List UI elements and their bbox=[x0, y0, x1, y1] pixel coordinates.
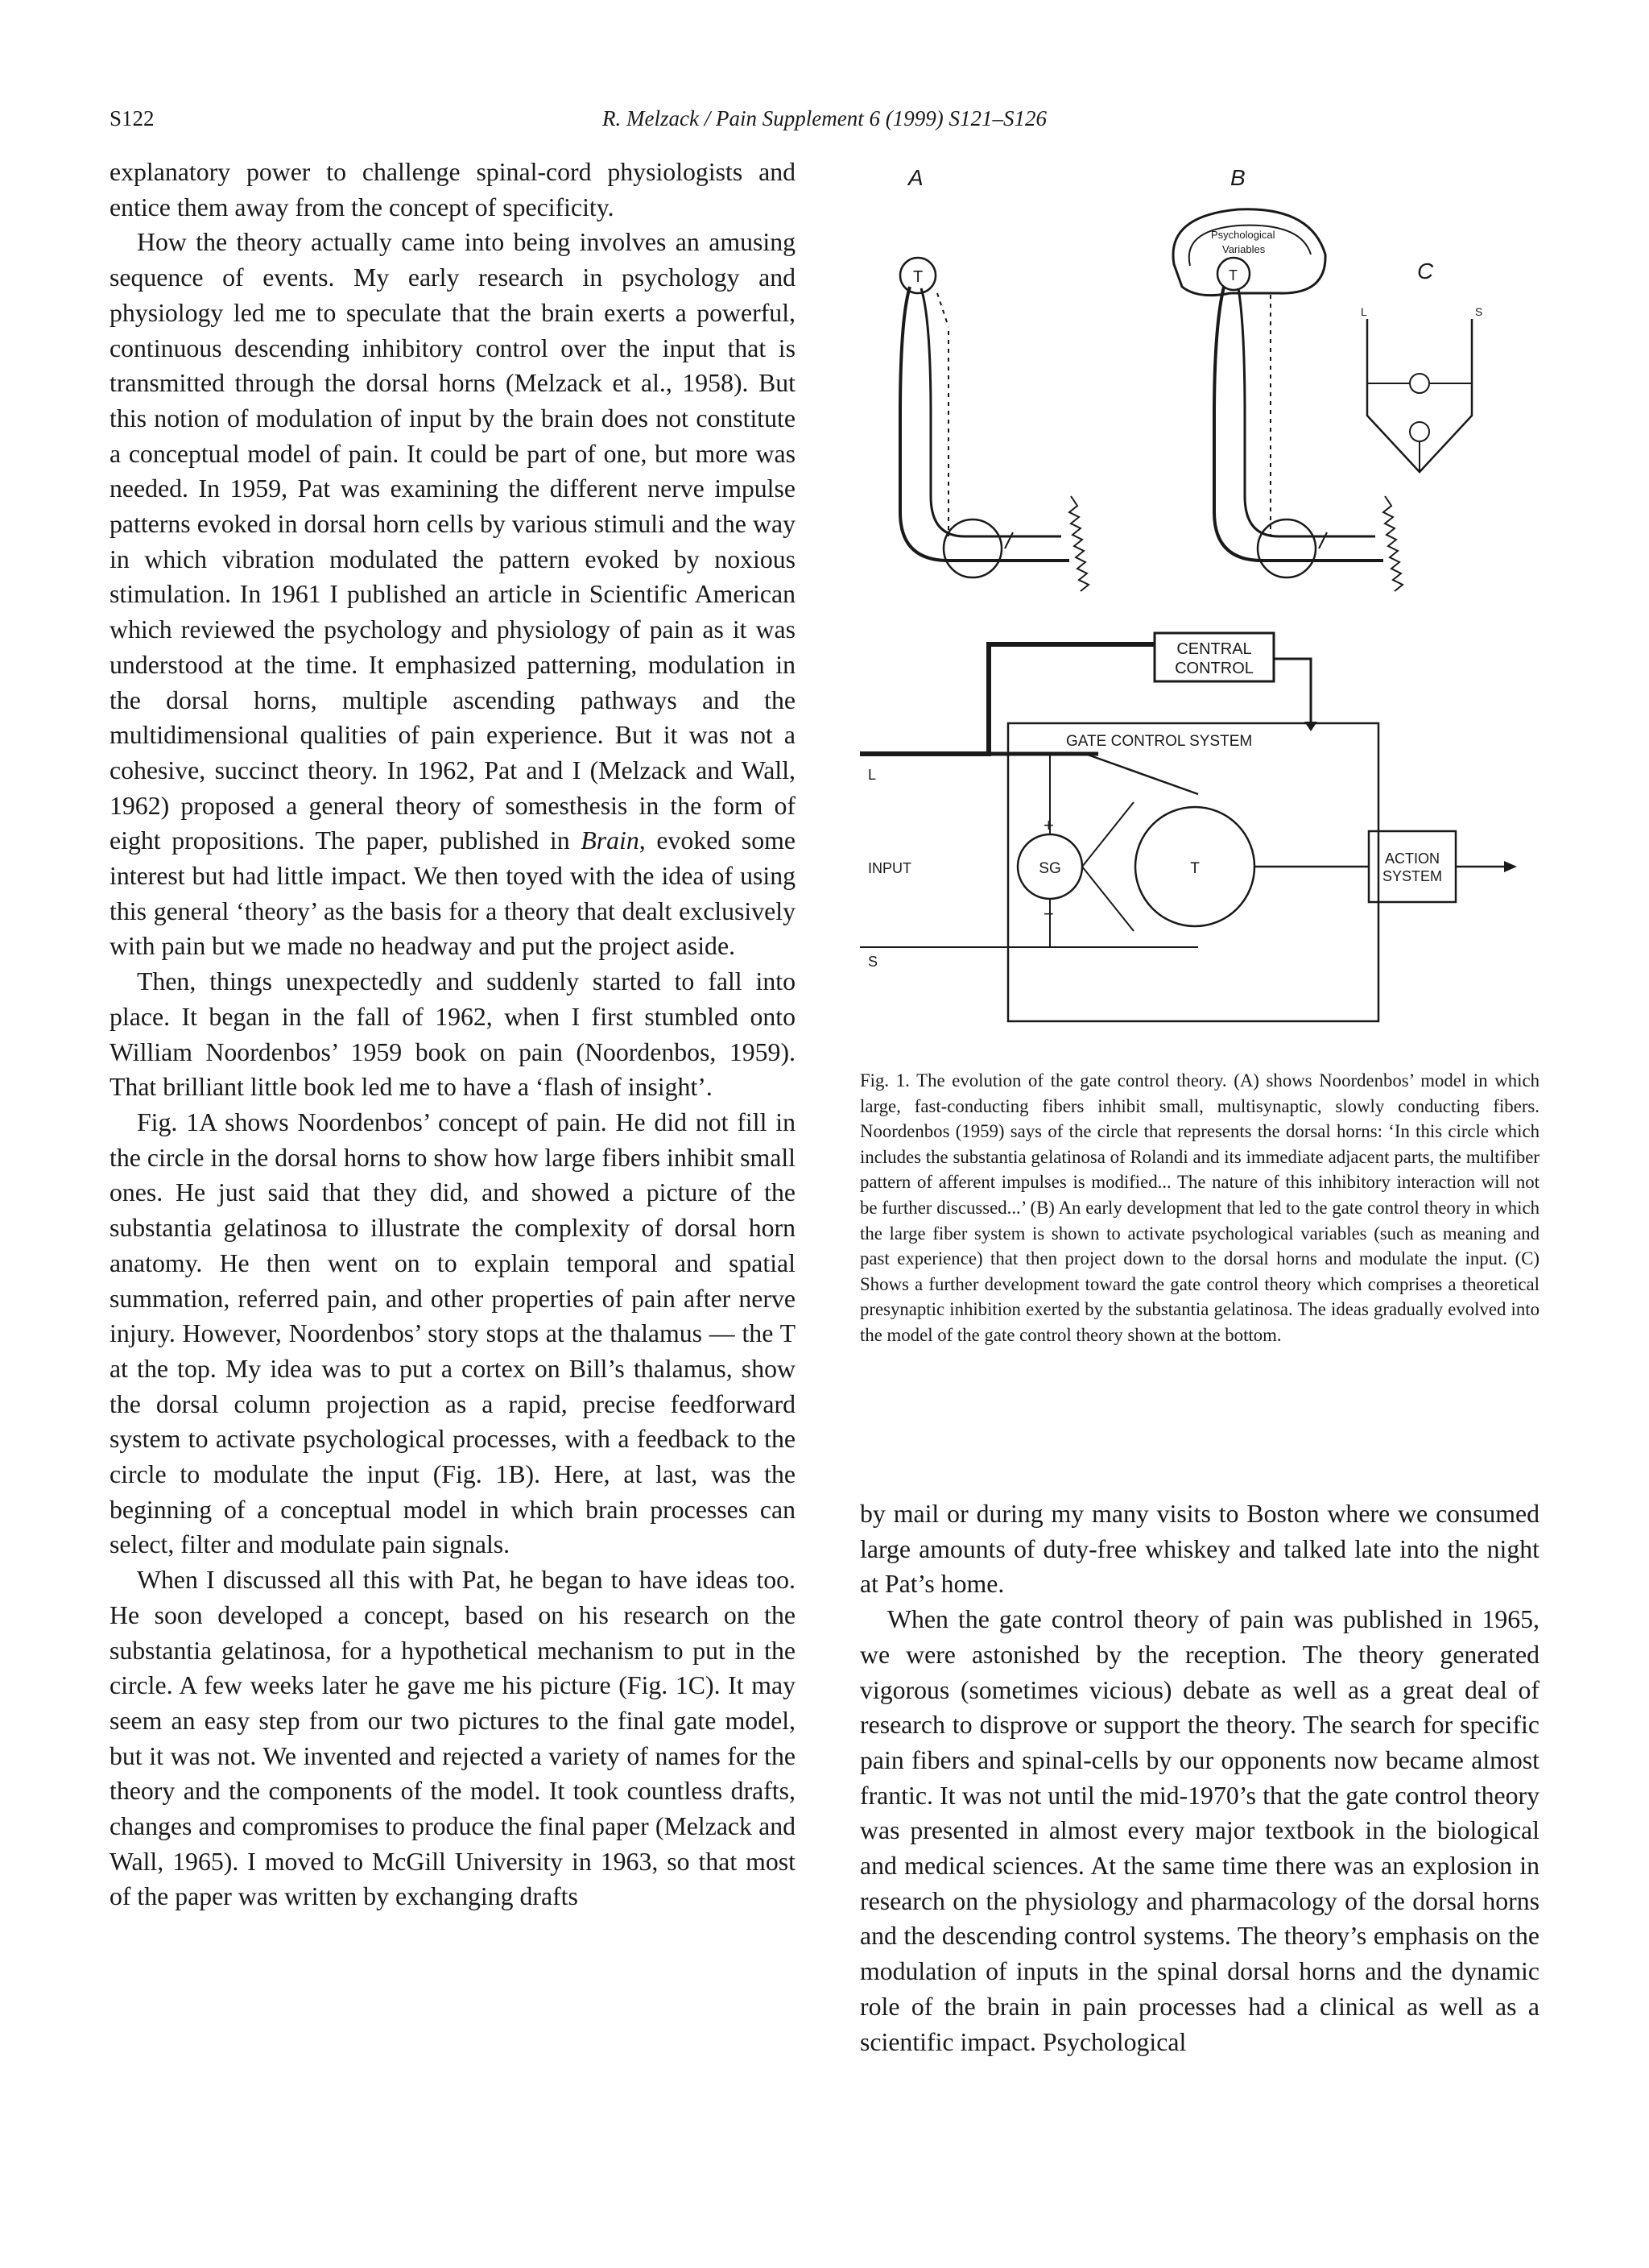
minus-sign: − bbox=[1044, 904, 1054, 924]
paragraph-text: How the theory actually came into being involves an amusing sequence of events. My early research in psychology and physiology led me to speculate that the brain exerts a powerful, continuous descending inhibitory control over the input that is transmitted through the dorsal horns (Melzack et al., 1958). But this notion of modulation of input by the brain does not constitute a conceptual model of pain. It could be part of one, but more was needed. In 1959, Pat was examining the different nerve impulse patterns evoked in dorsal horn cells by various stimuli and the way in which vibration modulated the pattern evoked by noxious stimulation. In 1961 I published an article in Scientific American which reviewed the psychology and physiology of pain as it was understood at the time. It emphasized patterning, modulation in the dorsal horns, multiple ascending pathways and the multidimensional qualities of pain experience. But it was not a cohesive, succinct theory. In 1962, Pat and I (Melzack and Wall, 1962) proposed a general theory of somesthesis in the form of eight propositions. The paper, published in bbox=[110, 228, 796, 855]
action-system-box bbox=[1369, 831, 1456, 902]
input-label: INPUT bbox=[868, 860, 911, 876]
sg-label: SG bbox=[1039, 860, 1061, 877]
journal-title: Brain bbox=[581, 826, 639, 855]
paragraph: by mail or during my many visits to Boston where we consumed large amounts of duty-free whiskey and talked late into the night at Pat’s home. bbox=[860, 1500, 1539, 1599]
page-number: S122 bbox=[110, 106, 155, 130]
gate-control-title: GATE CONTROL SYSTEM bbox=[1066, 733, 1253, 750]
c-s-label: S bbox=[1475, 305, 1483, 318]
paragraph: When the gate control theory of pain was published in 1965, we were astonished by the reception. The theory generated vigorous (sometimes vicious) debate as well as a great deal of research to disprove or support the theory. The search for specific pain fibers and spinal-cells by our opponents now became almost frantic. It was not until the mid-1970’s that the gate control theory was presented in almost every major textbook in the biological and medical sciences. At the same time there was an explosion in research on the physiology and pharmacology of the dorsal horns and the descending control systems. The theory’s emphasis on the modulation of inputs in the spinal dorsal horns and the dynamic role of the brain in pain processes had a clinical as well as a scientific impact. Psychological bbox=[860, 1605, 1539, 2056]
paragraph: Then, things unexpectedly and suddenly started to fall into place. It began in the fall of 1962, when I first stumbled onto William Noordenbos’ 1959 book on pain (Noordenbos, 1959). That brilliant little book led me to have a ‘flash of insight’. bbox=[110, 967, 796, 1102]
figure-caption: Fig. 1. The evolution of the gate control theory. (A) shows Noordenbos’ model in which large, fast-conducting fibers inhibit small, multisynaptic, slowly conducting fibers. Noordenbos (1959) says of the circle that represents the dorsal horns: ‘In this circle which includes the substantia gelatinosa of Rolandi and its immediate adjacent parts, the multifiber pattern of afferent impulses is modified... The nature of this inhibitory interaction will not be further discussed...’ (B) An early development that led to the gate control theory in which the large fiber system is shown to activate psychological variables (such as meaning and past experience) that then project down to the dorsal horns and modulate the input. (C) Shows a further development toward the gate control theory which comprises a theoretical presynaptic inhibition exerted by the substantia gelatinosa. The ideas gradually evolved into the model of the gate control theory shown at the bottom. bbox=[860, 1070, 1539, 1345]
central-control-label-1: CENTRAL bbox=[1176, 640, 1252, 658]
left-column bbox=[110, 155, 796, 1914]
panel-label-c: C bbox=[1417, 259, 1434, 284]
paragraph: When I discussed all this with Pat, he began to have ideas too. He soon developed a concept, based on his research on the substantia gelatinosa, for a hypothetical mechanism to put in the circle. A few weeks later he gave me his picture (Fig. 1C). It may seem an easy step from our two pictures to the final gate model, but it was not. We invented and rejected a variety of names for the theory and the components of the model. It took countless drafts, changes and compromises to produce the final paper (Melzack and Wall, 1965). I moved to McGill University in 1963, so that most of the paper was written by exchanging drafts bbox=[110, 1566, 796, 1911]
action-system-label-2: SYSTEM bbox=[1382, 868, 1443, 884]
input-s-label: S bbox=[868, 954, 878, 970]
input-l-label: L bbox=[868, 767, 877, 783]
paragraph: explanatory power to challenge spinal-cord physiologists and entice them away from the concept of specificity. bbox=[110, 158, 796, 221]
psych-label-2: Variables bbox=[1222, 243, 1266, 255]
page-header bbox=[110, 106, 1539, 139]
panel-label-b: B bbox=[1230, 165, 1246, 190]
panel-c-diagram bbox=[1367, 319, 1472, 472]
running-title: R. Melzack / Pain Supplement 6 (1999) S121–S126 bbox=[602, 106, 1047, 130]
paragraph-text-cont: , evoked some interest but had little impact. We then toyed with the idea of using this general ‘theory’ as the basis for a theory that dealt exclusively with pain but we made no headway and put the project aside. bbox=[110, 826, 796, 961]
central-control-label-2: CONTROL bbox=[1175, 660, 1254, 677]
panel-label-a: A bbox=[908, 165, 924, 190]
plus-sign: + bbox=[1044, 815, 1054, 835]
action-system-label-1: ACTION bbox=[1384, 850, 1440, 867]
thalamus-label-b: T bbox=[1229, 267, 1238, 284]
paragraph: Fig. 1A shows Noordenbos’ concept of pain. He did not fill in the circle in the dorsal horns to show how large fibers inhibit small ones. He just said that they did, and showed a picture of the substantia gelatinosa to illustrate the complexity of dorsal horn anatomy. He then went on to explain temporal and spatial summation, referred pain, and other properties of pain after nerve injury. However, Noordenbos’ story stops at the thalamus — the T at the top. My idea was to put a cortex on Bill’s thalamus, show the dorsal column projection as a rapid, precise feedforward system to activate psychological processes, with a feedback to the circle to modulate the input (Fig. 1B). Here, at last, was the beginning of a conceptual model in which brain processes can select, filter and modulate pain signals. bbox=[110, 1107, 796, 1559]
gate-control-model bbox=[860, 633, 1517, 1021]
paragraph bbox=[110, 225, 796, 964]
figure-diagram bbox=[860, 158, 1539, 1068]
c-l-label: L bbox=[1361, 305, 1367, 318]
figure-1 bbox=[860, 158, 1539, 1068]
t-label: T bbox=[1190, 860, 1200, 877]
thalamus-label-a: T bbox=[913, 268, 924, 286]
panel-a-diagram bbox=[900, 258, 1089, 591]
psych-label-1: Psychological bbox=[1211, 229, 1275, 241]
right-column bbox=[860, 1496, 1539, 2059]
